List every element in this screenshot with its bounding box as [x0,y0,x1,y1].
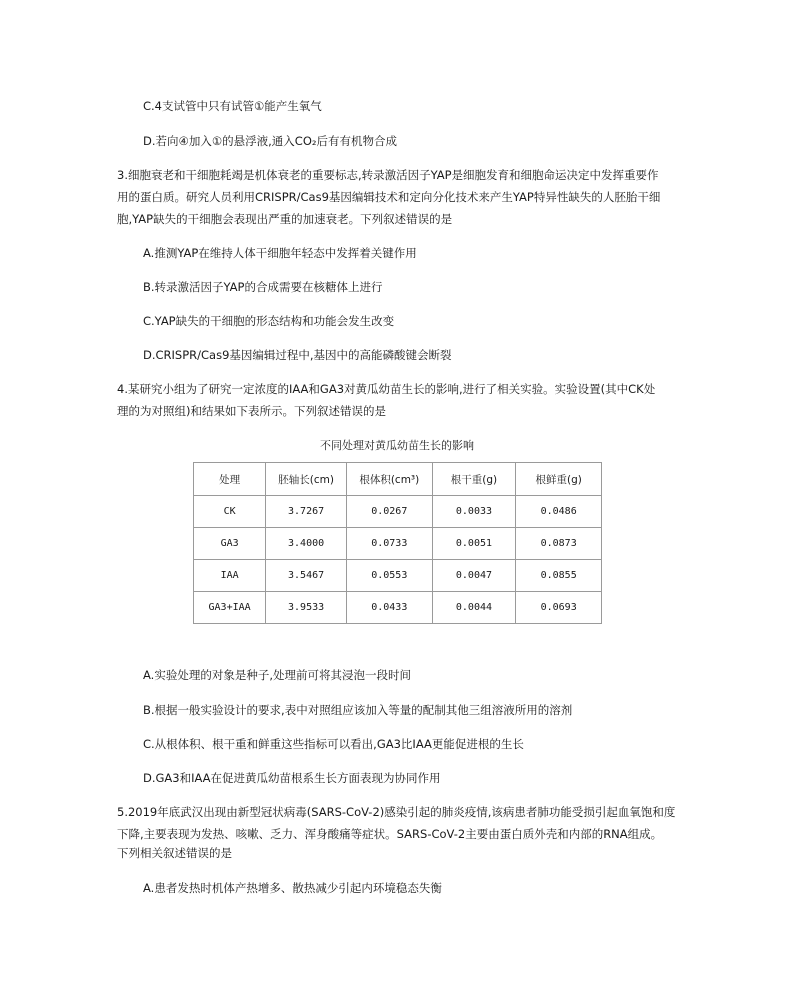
option-d-q2: D.若向④加入①的悬浮液,通入CO₂后有有机物合成 [143,134,397,148]
table-cell: IAA [194,560,266,592]
table-cell: 3.5467 [266,560,347,592]
option-c-q2: C.4支试管中只有试管①能产生氧气 [143,99,322,113]
table-cell: 0.0051 [432,528,516,560]
question-3-line-1: 3.细胞衰老和干细胞耗竭是机体衰老的重要标志,转录激活因子YAP是细胞发育和细胞命运决定中发挥重要作 [117,168,659,182]
table-header-row [194,463,602,496]
question-4-line-2: 理的为对照组)和结果如下表所示。下列叙述错误的是 [117,404,386,418]
header-root-volume: 根体积(cm³) [346,463,432,496]
table-cell: 0.0033 [432,496,516,528]
table-cell: 0.0693 [516,592,602,624]
question-5-line-3: 下列相关叙述错误的是 [117,846,232,860]
table-cell: 0.0733 [346,528,432,560]
table-cell: 3.7267 [266,496,347,528]
table-cell: 0.0044 [432,592,516,624]
table-cell: 3.4000 [266,528,347,560]
header-root-fresh-weight: 根鲜重(g) [516,463,602,496]
table-cell: 0.0433 [346,592,432,624]
table-cell: 0.0047 [432,560,516,592]
question-3-line-2: 用的蛋白质。研究人员利用CRISPR/Cas9基因编辑技术和定向分化技术来产生YAP特异性缺失的人胚胎干细 [117,190,661,204]
results-table [193,462,602,624]
header-root-dry-weight: 根干重(g) [432,463,516,496]
option-c-q3: C.YAP缺失的干细胞的形态结构和功能会发生改变 [143,314,395,328]
table-row [194,592,602,624]
option-b-q3: B.转录激活因子YAP的合成需要在核糖体上进行 [143,280,383,294]
option-a-q5: A.患者发热时机体产热增多、散热减少引起内环境稳态失衡 [143,881,442,895]
table-cell: 0.0873 [516,528,602,560]
table-caption: 不同处理对黄瓜幼苗生长的影响 [320,439,474,452]
option-a-q3: A.推测YAP在维持人体干细胞年轻态中发挥着关键作用 [143,246,417,260]
table-row [194,560,602,592]
table-cell: GA3 [194,528,266,560]
table-cell: 0.0267 [346,496,432,528]
table-cell: GA3+IAA [194,592,266,624]
option-c-q4: C.从根体积、根干重和鲜重这些指标可以看出,GA3比IAA更能促进根的生长 [143,737,524,751]
option-d-q3: D.CRISPR/Cas9基因编辑过程中,基因中的高能磷酸键会断裂 [143,348,452,362]
header-treatment: 处理 [194,463,266,496]
option-a-q4: A.实验处理的对象是种子,处理前可将其浸泡一段时间 [143,668,411,682]
table-cell: 0.0553 [346,560,432,592]
table-row [194,496,602,528]
option-b-q4: B.根据一般实验设计的要求,表中对照组应该加入等量的配制其他三组溶液所用的溶剂 [143,703,573,717]
question-5-line-1: 5.2019年底武汉出现由新型冠状病毒(SARS-CoV-2)感染引起的肺炎疫情,该病患者肺功能受损引起血氧饱和度 [117,805,676,819]
table-cell: CK [194,496,266,528]
table-cell: 3.9533 [266,592,347,624]
table-cell: 0.0486 [516,496,602,528]
question-3-line-3: 胞,YAP缺失的干细胞会表现出严重的加速衰老。下列叙述错误的是 [117,212,453,226]
question-5-line-2: 下降,主要表现为发热、咳嗽、乏力、浑身酸痛等症状。SARS-CoV-2主要由蛋白质外壳和内部的RNA组成。 [117,827,663,841]
table-row [194,528,602,560]
table-cell: 0.0855 [516,560,602,592]
header-hypocotyl-length: 胚轴长(cm) [266,463,347,496]
question-4-line-1: 4.某研究小组为了研究一定浓度的IAA和GA3对黄瓜幼苗生长的影响,进行了相关实验。实验设置(其中CK处 [117,382,656,396]
option-d-q4: D.GA3和IAA在促进黄瓜幼苗根系生长方面表现为协同作用 [143,771,441,785]
